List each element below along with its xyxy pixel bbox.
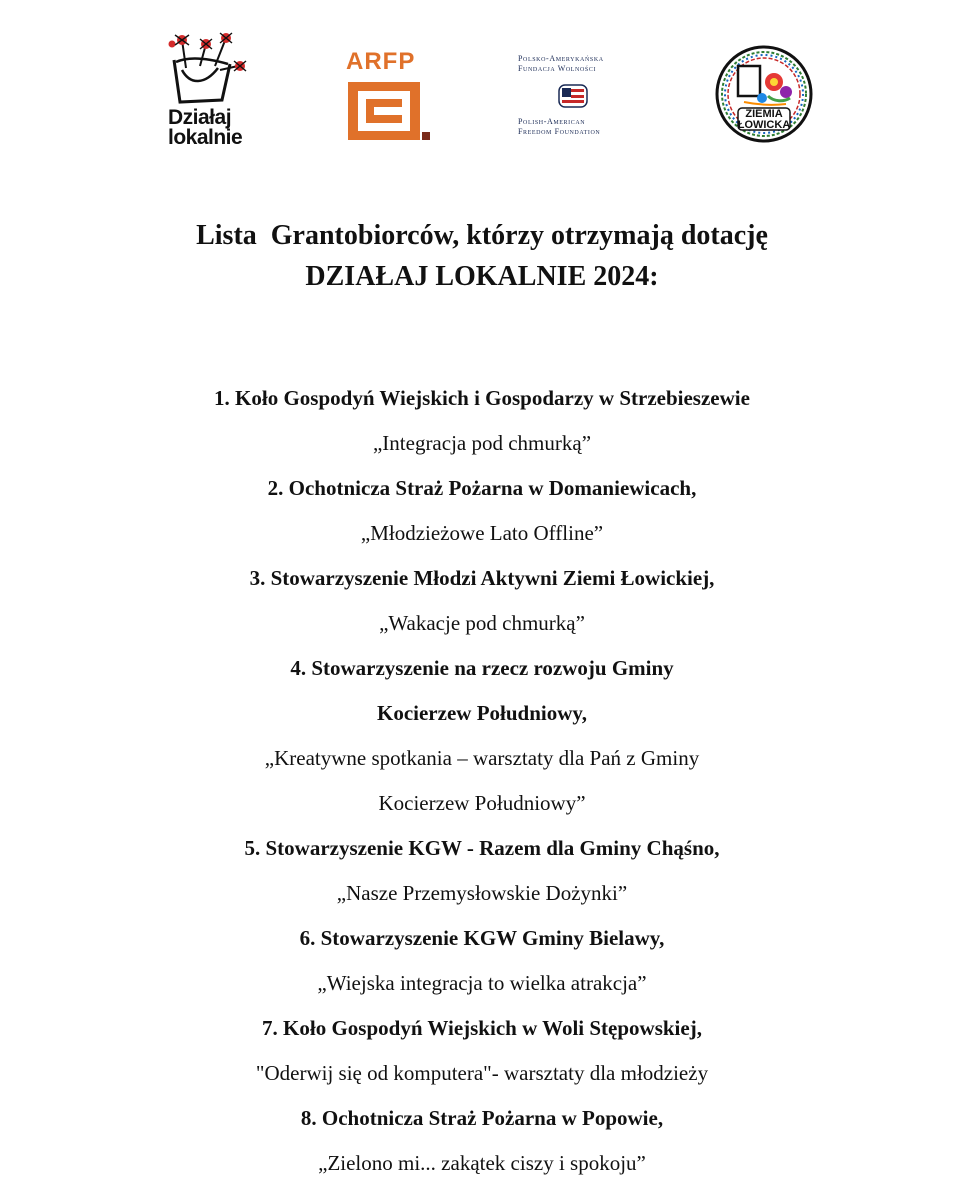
- grantee-project-title: „Nasze Przemysłowskie Dożynki”: [336, 881, 628, 905]
- grantee-organization: 3. Stowarzyszenie Młodzi Aktywni Ziemi Łowickiej,: [249, 566, 715, 590]
- grantee-project-title: "Oderwij się od komputera"- warsztaty dla młodzieży: [255, 1061, 709, 1085]
- pafw-logo: [518, 54, 638, 144]
- grantee-item: [0, 916, 964, 1006]
- flag-emblem-icon: [558, 84, 588, 108]
- grantee-item: [0, 376, 964, 466]
- pafw-pl-line2: Fundacja Wolności: [518, 64, 597, 73]
- grantee-organization: 2. Ochotnicza Straż Pożarna w Domaniewicach,: [267, 476, 697, 500]
- ziemia-lowicka-logo: [714, 44, 814, 144]
- grantee-organization: 8. Ochotnicza Straż Pożarna w Popowie,: [300, 1106, 664, 1130]
- grantee-project-title: „Kreatywne spotkania – warsztaty dla Pań z Gminy: [264, 746, 700, 770]
- grantee-project-title: „Wakacje pod chmurką”: [379, 611, 585, 635]
- grantee-item: [0, 1096, 964, 1186]
- grantee-item: [0, 556, 964, 646]
- grantee-project-title: „Integracja pod chmurką”: [372, 431, 592, 455]
- grantee-project-title: „Wiejska integracja to wielka atrakcja”: [317, 971, 647, 995]
- pafw-en-line2: Freedom Foundation: [518, 127, 601, 136]
- dzialaj-lokalnie-logo: [160, 30, 255, 155]
- ziemia-logo-line2: ŁOWICKA: [737, 119, 791, 131]
- grantee-organization: 6. Stowarzyszenie KGW Gminy Bielawy,: [299, 926, 665, 950]
- grantee-organization: 5. Stowarzyszenie KGW - Razem dla Gminy Chąśno,: [244, 836, 720, 860]
- flower-basket-icon: [160, 30, 255, 110]
- arfp-logo-text: ARFP: [346, 48, 416, 75]
- grantee-project-title: „Zielono mi... zakątek ciszy i spokoju”: [318, 1151, 646, 1175]
- dzialaj-logo-line2: lokalnie: [168, 126, 243, 149]
- title-line-1: Lista Grantobiorców, którzy otrzymają dotację: [196, 220, 768, 251]
- grantee-item: [0, 646, 964, 826]
- dzialaj-logo-line1: Działaj: [168, 106, 232, 129]
- arfp-mark-icon: [346, 80, 436, 145]
- grantee-organization: 1. Koło Gospodyń Wiejskich i Gospodarzy w Strzebieszewie: [214, 386, 750, 410]
- pafw-pl-line1: Polsko-Amerykańska: [518, 54, 604, 63]
- grantee-organization: Kocierzew Południowy,: [377, 701, 587, 725]
- grantee-item: [0, 1006, 964, 1096]
- grantee-organization: 4. Stowarzyszenie na rzecz rozwoju Gminy: [290, 656, 674, 680]
- page-title: [0, 215, 964, 297]
- grantee-organization: 7. Koło Gospodyń Wiejskich w Woli Stępowskiej,: [262, 1016, 702, 1040]
- arfp-logo: [340, 48, 430, 143]
- pafw-en-line1: Polish-American: [518, 117, 586, 126]
- title-line-2: DZIAŁAJ LOKALNIE 2024:: [305, 261, 659, 292]
- grantee-project-title: Kocierzew Południowy”: [378, 791, 586, 815]
- grantee-project-title: „Młodzieżowe Lato Offline”: [360, 521, 604, 545]
- grantee-list: [0, 376, 964, 1186]
- grantee-item: [0, 466, 964, 556]
- ziemia-logo-line1: ZIEMIA: [745, 108, 783, 120]
- grantee-item: [0, 826, 964, 916]
